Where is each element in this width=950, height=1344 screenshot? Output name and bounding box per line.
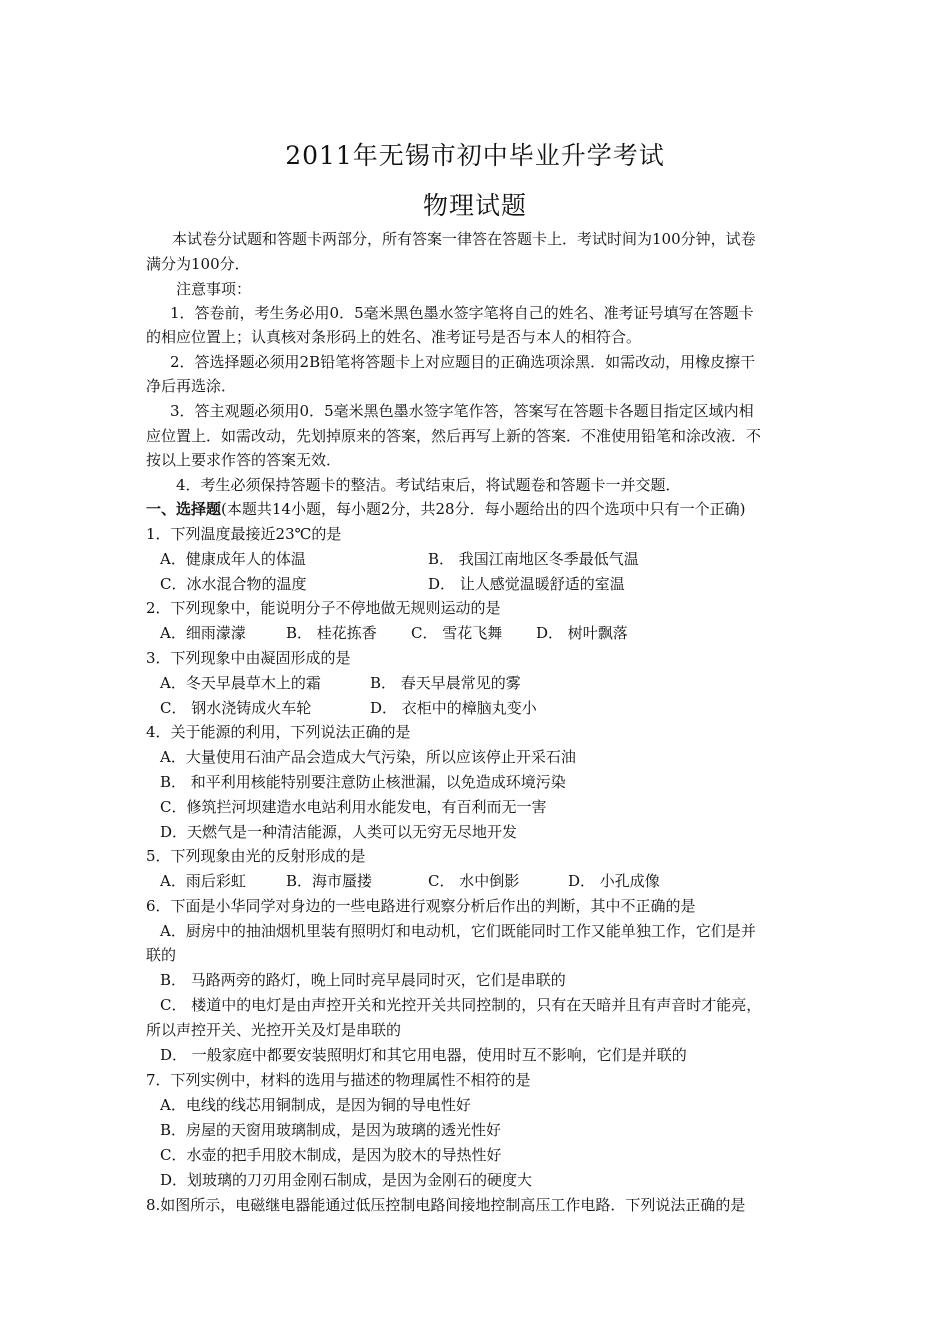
section-desc: (本题共14小题，每小题2分，共28分．每小题给出的四个选项中只有一个正确): [221, 500, 746, 518]
question-stem: 3．下列现象中由凝固形成的是: [146, 649, 351, 667]
note-3-cont: 应位置上．如需改动，先划掉原来的答案，然后再写上新的答案．不准使用铅笔和涂改液．不: [146, 427, 762, 445]
option-a: A．厨房中的抽油烟机里装有照明灯和电动机，它们既能同时工作又能单独工作，它们是并: [160, 922, 756, 940]
option-d: D． 让人感觉温暖舒适的室温: [428, 575, 625, 593]
question-stem: 8.如图所示，电磁继电器能通过低压控制电路间接地控制高压工作电路．下列说法正确的是: [146, 1196, 746, 1214]
option-c: C． 雪花飞舞: [411, 624, 503, 642]
option-b: B． 马路两旁的路灯，晚上同时亮早晨同时灭，它们是串联的: [160, 971, 566, 989]
note-1: 1．答卷前，考生务必用0．5毫米黑色墨水签字笔将自己的姓名、准考证号填写在答题卡: [170, 304, 754, 322]
question-stem: 4．关于能源的利用，下列说法正确的是: [146, 723, 411, 741]
option-a: A．电线的线芯用铜制成，是因为铜的导电性好: [160, 1096, 471, 1114]
option-c: C．水壶的把手用胶木制成，是因为胶木的导热性好: [160, 1146, 502, 1164]
option-d: D．划玻璃的刀刃用金刚石制成，是因为金刚石的硬度大: [160, 1171, 533, 1189]
option-b: B． 和平利用核能特别要注意防止核泄漏，以免造成环境污染: [160, 773, 566, 791]
option-b: B． 春天早晨常见的雾: [370, 674, 521, 692]
section-heading: [146, 499, 836, 519]
option-a: A．雨后彩虹: [160, 872, 246, 890]
option-b: B． 桂花拣香: [286, 624, 377, 642]
note-3-cont: 按以上要求作答的答案无效．: [146, 451, 342, 469]
option-b: B．海市蜃搂: [286, 872, 373, 890]
note-2: 2．答选择题必须用2B铅笔将答题卡上对应题目的正确选项涂黑．如需改动，用橡皮擦干: [170, 353, 756, 371]
note-1-cont: 的相应位置上；认真核对条形码上的姓名、准考证号是否与本人的相符合。: [146, 328, 642, 346]
option-d: D． 小孔成像: [568, 872, 660, 890]
note-2-cont: 净后再选涂．: [146, 377, 237, 395]
exam-title: 2011年无锡市初中毕业升学考试: [285, 141, 665, 170]
option-c: C．修筑拦河坝建造水电站利用水能发电，有百利而无一害: [160, 798, 547, 816]
exam-subtitle: 物理试题: [422, 191, 527, 220]
option-d: D． 一般家庭中都要安装照明灯和其它用电器，使用时互不影响，它们是并联的: [160, 1046, 687, 1064]
note-4: 4．考生必须保持答题卡的整洁。考试结束后，将试题卷和答题卡一并交题．: [176, 476, 681, 494]
option-d: D．天燃气是一种清洁能源，人类可以无穷无尽地开发: [160, 823, 518, 841]
option-b: B．房屋的天窗用玻璃制成，是因为玻璃的透光性好: [160, 1121, 502, 1139]
option-c-cont: 所以声控开关、光控开关及灯是串联的: [146, 1021, 402, 1039]
option-b: B． 我国江南地区冬季最低气温: [428, 550, 639, 568]
option-a: A．细雨濛濛: [160, 624, 246, 642]
option-d: D． 树叶飘落: [536, 624, 628, 642]
question-stem: 7．下列实例中，材料的选用与描述的物理属性不相符的是: [146, 1071, 531, 1089]
option-a: A．冬天早晨草木上的霜: [160, 674, 321, 692]
notes-header: 注意事项：: [176, 280, 252, 298]
option-a: A．大量使用石油产品会造成大气污染，所以应该停止开采石油: [160, 748, 576, 766]
option-c: C． 钢水浇铸成火车轮: [160, 699, 312, 717]
option-a-cont: 联的: [146, 946, 177, 964]
note-3: 3．答主观题必须用0．5毫米黑色墨水签字笔作答，答案写在答题卡各题目指定区域内相: [170, 402, 754, 420]
question-stem: 6．下面是小华同学对身边的一些电路进行观察分析后作出的判断，其中不正确的是: [146, 897, 696, 915]
option-c: C． 水中倒影: [428, 872, 520, 890]
question-stem: 5．下列现象由光的反射形成的是: [146, 847, 366, 865]
section-label: 一、选择题: [146, 500, 222, 518]
intro-line: 本试卷分试题和答题卡两部分，所有答案一律答在答题卡上．考试时间为100分钟，试卷: [172, 230, 756, 248]
option-c: C． 楼道中的电灯是由声控开关和光控开关共同控制的，只有在天暗并且有声音时才能亮，: [160, 996, 762, 1014]
intro-line: 满分为100分．: [146, 255, 250, 273]
question-stem: 2．下列现象中，能说明分子不停地做无规则运动的是: [146, 599, 501, 617]
option-a: A．健康成年人的体温: [160, 550, 306, 568]
option-c: C．冰水混合物的温度: [160, 575, 307, 593]
question-stem: 1．下列温度最接近23℃的是: [146, 525, 342, 543]
option-d: D． 衣柜中的樟脑丸变小: [370, 699, 537, 717]
